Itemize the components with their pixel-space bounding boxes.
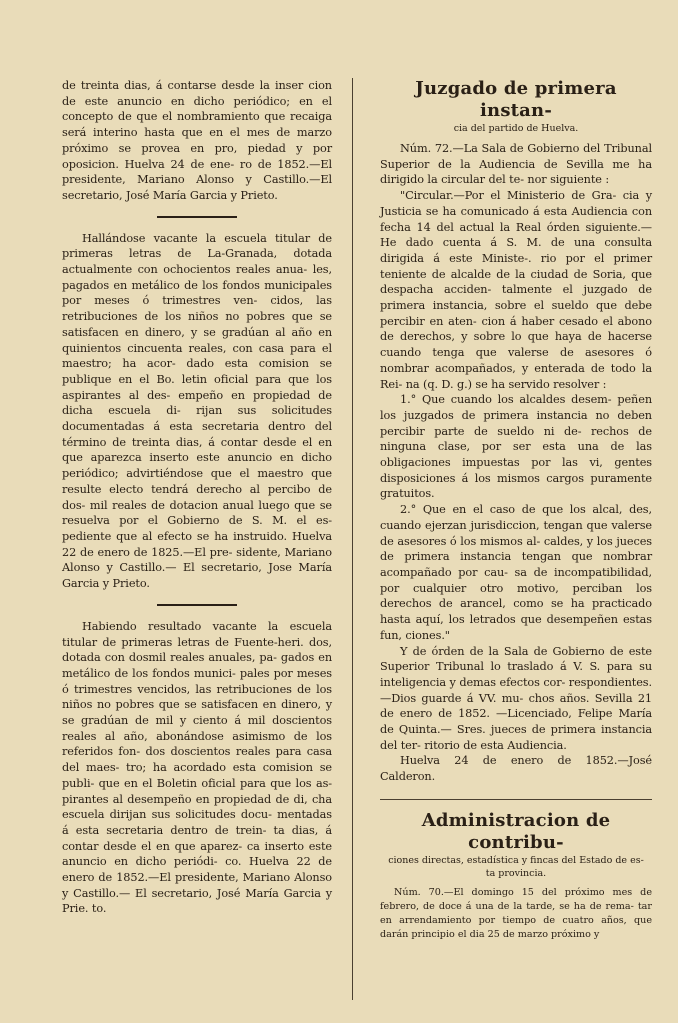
section-subheading-juzgado: cia del partido de Huelva. xyxy=(453,123,579,134)
separator-rule xyxy=(157,604,237,606)
resolution-item-2: 2.° Que en el caso de que los alcal, des, cuando ejerzan jurisdiccion, tengan que valerse de asesores ó los mismos al- caldes, y los jueces de primera instancia tengan que nombrar acompañado por cau- sa de incompatibilidad, por cualquier otro motivo, perciban los derechos de arancel, como se ha practicado hasta aquí, los letrados que desempeñen estas fun, ciones." xyxy=(380,503,652,642)
section-heading-administracion: Administracion de contribu- xyxy=(421,809,611,853)
notice-continuation: de treinta dias, á contarse desde la inser cion de este anuncio en dicho periódico; en el concepto de que el nombramiento que recaiga será interino hasta que en el mes de marzo próximo se provea en pro, piedad y por oposicion. Huelva 24 de ene- ro de 1852.—El presidente, Mariano Alonso y Castillo.—El secretario, José María Garcia y Prieto. xyxy=(62,79,332,202)
notice-fuente-heridos-school: Habiendo resultado vacante la escuela titular de primeras letras de Fuente-heri. dos, dotada con dosmil reales anuales, pa- gados en metálico de los fondos munici- pales por meses ó trimestres vencidos, las retribuciones de los niños no pobres que se satisfacen en dinero, y se gradúan de mil y ciento á mil doscientos reales al año, abonándose asimismo de los referidos fon- dos doscientos reales para casa del maes- tro; ha acordado esta comision se publi- que en el Boletin oficial para que los as- pirantes al desempeño en propiedad de di, cha escuela dirijan sus solicitudes docu- mentadas á esta secretaria dentro de trein- ta dias, á contar desde el en que aparez- ca inserto este anuncio en dicho periódi- co. Huelva 22 de enero de 1852.—El presidente, Mariano Alonso y Castillo.— El secretario, José María Garcia y Prie. to. xyxy=(62,619,332,916)
section-subheading-administracion-2: ta provincia. xyxy=(485,867,547,879)
circular-body: "Circular.—Por el Ministerio de Gra- cia y Justicia se ha comunicado á esta Audiencia con fecha 14 del actual la Real órden siguiente.—He dado cuenta á S. M. de una consulta dirigida á este Ministe-. rio por el primer teniente de alcalde de la ciudad de Soria, que despacha acciden- talmente el juzgado de primera instancia, sobre el sueldo que debe percibir en aten- cion á haber cesado el abono de derechos, y sobre lo que haya de hacerse cuando tenga que valerse de asesores ó nombrar acompañados, y enterada de todo la Rei- na (q. D. g.) se ha servido resolver : xyxy=(380,189,652,391)
auction-notice: Núm. 70.—El domingo 15 del próximo mes de febrero, de doce á una de la tarde, se ha de rema- tar en arrendamiento por tiempo de cuatro años, que darán principio el dia 25 de marzo próximo y xyxy=(380,886,652,941)
separator-rule xyxy=(380,799,652,800)
resolution-item-1: 1.° Que cuando los alcaldes desem- peñen los juzgados de primera instancia no deben percibir parte de sueldo ni de- rechos de ninguna clase, por ser esta una de las obligaciones impuestas por las vi, gentes disposiciones á los mismos cargos puramente gratuitos. xyxy=(380,393,652,501)
right-column xyxy=(380,78,652,943)
section-subheading-administracion-1: ciones directas, estadística y fincas del Estado de es- xyxy=(388,854,644,866)
circular-transfer: Y de órden de la Sala de Gobierno de este Superior Tribunal lo traslado á V. S. para su inteligencia y demas efectos cor- respondientes.—Dios guarde á VV. mu- chos años. Sevilla 21 de enero de 1852. —Licenciado, Felipe María de Quinta.— Sres. jueces de primera instancia del ter- ritorio de esta Audiencia. xyxy=(380,644,652,752)
separator-rule xyxy=(157,216,237,218)
notice-la-granada-school: Hallándose vacante la escuela titular de primeras letras de La-Granada, dotada actualmente con ochocientos reales anua- les, pagados en metálico de los fondos municipales por meses ó trimestres ven- cidos, las retribuciones de los niños no pobres que se satisfacen en dinero, y se gradúan al año en quinientos cincuenta reales, con casa para el maestro; ha acor- dado esta comision se publique en el Bo. letin oficial para que los aspirantes al des- empeño en propiedad de dicha escuela di- rijan sus solicitudes documentadas á esta secretaria dentro del término de treinta dias, á contar desde el en que aparezca inserto este anuncio en dicho periódico; advirtiéndose que el maestro que resulte electo tendrá derecho al percibo de dos- mil reales de dotacion anual luego que se resuelva por el Gobierno de S. M. el es- pediente que al efecto se ha instruido. Huelva 22 de enero de 1825.—El pre- sidente, Mariano Alonso y Castillo.— El secretario, Jose María Garcia y Prieto. xyxy=(62,231,332,591)
left-column xyxy=(62,78,332,917)
section-heading-juzgado: Juzgado de primera instan- xyxy=(415,78,617,121)
signature-calderon: Huelva 24 de enero de 1852.—José Calderon. xyxy=(380,754,652,784)
column-divider xyxy=(352,78,353,1000)
circular-intro: Núm. 72.—La Sala de Gobierno del Tribunal Superior de la Audiencia de Sevilla me ha dirigido la circular del te- nor siguiente : xyxy=(380,142,652,187)
